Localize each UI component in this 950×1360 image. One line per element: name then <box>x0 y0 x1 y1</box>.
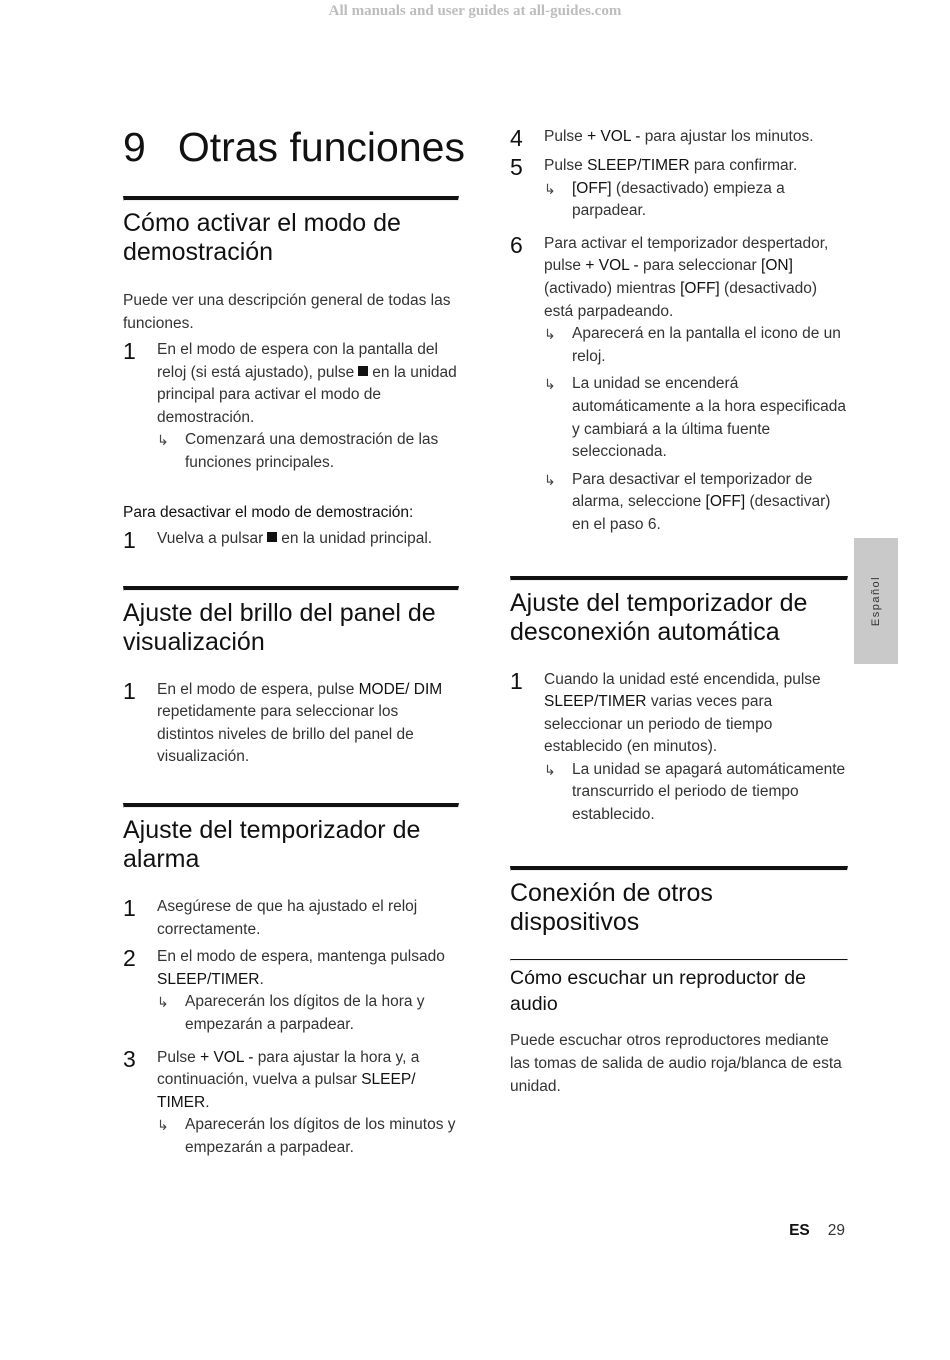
step-text: para ajustar la hora y, a continuación, vuelva a pulsar <box>157 1048 420 1089</box>
step-result <box>544 178 848 223</box>
step <box>510 126 848 150</box>
key-label: + VOL - <box>587 128 641 145</box>
body-text: Puede escuchar otros reproductores mediante las tomas de salida de audio roja/blanca de esta unidad. <box>510 1031 842 1095</box>
section-title: Cómo activar el modo de demostración <box>123 209 401 266</box>
step-result <box>157 1114 459 1159</box>
step-text: Para activar el temporizador despertador, pulse <box>544 234 829 275</box>
result-text: (desactivado) empieza a parpadear. <box>572 179 785 220</box>
result-arrow-icon: ↳ <box>544 180 556 197</box>
chapter-name: Otras funciones <box>177 124 465 170</box>
result-arrow-icon: ↳ <box>157 1117 169 1134</box>
result-arrow-icon: ↳ <box>544 761 556 778</box>
step-text: para confirmar. <box>693 157 798 174</box>
step-number: 3 <box>123 1045 136 1072</box>
key-label: [ON] <box>761 257 793 275</box>
step-text: varias veces para seleccionar un periodo de tiempo establecido (en minutos). <box>544 693 773 756</box>
section-brightness <box>123 586 459 769</box>
step-text: Asegúrese de que ha ajustado el reloj correctamente. <box>157 897 418 938</box>
step <box>123 946 459 1041</box>
step-text: (activado) mientras <box>544 279 676 297</box>
result-text: Aparecerán los dígitos de los minutos y empezarán a parpadear. <box>185 1116 456 1156</box>
step-text: En el modo de espera, pulse <box>157 680 355 698</box>
section-rule <box>123 196 459 201</box>
chapter-number: 9 <box>123 124 146 170</box>
section-rule <box>123 803 459 808</box>
stop-button-icon <box>358 366 368 376</box>
step-text: . <box>205 1093 210 1111</box>
section-title: Conexión de otros dispositivos <box>510 878 713 936</box>
step-text: En el modo de espera, mantenga pulsado <box>157 948 445 966</box>
step-text: Pulse <box>544 128 583 145</box>
step-text: Pulse <box>157 1048 196 1066</box>
key-label: + VOL - <box>585 257 639 275</box>
step-result <box>544 373 848 463</box>
result-arrow-icon: ↳ <box>544 471 556 488</box>
result-text: Aparecerá en la pantalla el icono de un reloj. <box>572 325 841 365</box>
language-side-tab-label: Español <box>870 575 882 627</box>
section-rule <box>510 576 848 581</box>
section-rule <box>123 586 459 591</box>
subsection-title: Cómo escuchar un reproductor de audio <box>510 966 806 1015</box>
step-result <box>544 469 848 537</box>
step <box>510 233 848 542</box>
language-side-tab <box>854 538 898 664</box>
page-footer <box>789 1222 845 1240</box>
result-text: Para desactivar el temporizador de alarma, seleccione <box>572 470 813 511</box>
step-text: En el modo de espera con la pantalla del reloj (si está ajustado), pulse <box>157 341 438 381</box>
section-alarm <box>123 803 459 1165</box>
step-text: en la unidad principal. <box>281 529 433 547</box>
section-connect <box>510 866 848 1098</box>
step <box>510 669 848 832</box>
step <box>123 528 459 552</box>
step-number: 1 <box>123 677 136 704</box>
key-label: + VOL - <box>200 1048 254 1066</box>
result-text: Comenzará una demostración de las funciones principales. <box>185 431 439 471</box>
result-text: La unidad se apagará automáticamente transcurrido el periodo de tiempo establecido. <box>572 760 846 824</box>
step-text: para ajustar los minutos. <box>644 128 814 145</box>
step-number: 2 <box>123 945 136 972</box>
key-label: SLEEP/TIMER <box>587 157 690 174</box>
key-label: [OFF] <box>680 279 720 297</box>
result-text: (desactivar) en el paso 6. <box>572 493 831 533</box>
step-text: para seleccionar <box>642 257 757 275</box>
step <box>123 679 459 769</box>
section-title: Ajuste del brillo del panel de visualización <box>123 598 436 656</box>
section-title: Ajuste del temporizador de desconexión automática <box>510 588 808 646</box>
chapter-title <box>123 120 465 174</box>
step-result <box>544 323 848 368</box>
step-text: . <box>259 970 264 988</box>
watermark: All manuals and user guides at all-guides.com <box>328 3 622 19</box>
key-label: SLEEP/TIMER <box>544 693 647 711</box>
step-result <box>544 759 848 827</box>
step <box>123 1047 459 1165</box>
section-alarm-continued <box>510 126 848 542</box>
key-label: [OFF] <box>572 179 612 197</box>
step <box>123 339 459 480</box>
key-label: SLEEP/TIMER <box>157 970 260 988</box>
result-arrow-icon: ↳ <box>544 326 556 343</box>
step-result <box>157 991 459 1036</box>
right-column <box>510 126 848 1132</box>
result-arrow-icon: ↳ <box>157 432 169 449</box>
step-number: 6 <box>510 231 523 258</box>
stop-button-icon <box>267 532 277 542</box>
step-number: 4 <box>510 125 523 151</box>
key-label: SLEEP/ TIMER <box>157 1071 416 1111</box>
step-text: en la unidad principal para activar el modo de demostración. <box>157 363 457 426</box>
subsection-rule <box>510 959 848 961</box>
key-label: [OFF] <box>705 493 746 511</box>
step-text: repetidamente para seleccionar los distintos niveles de brillo del panel de visualización. <box>157 703 414 766</box>
step-number: 1 <box>123 526 136 553</box>
step-text: (desactivado) está parpadeando. <box>544 279 818 320</box>
intro-text: Puede ver una descripción general de todas las funciones. <box>123 292 451 332</box>
result-text: Aparecerán los dígitos de la hora y empezarán a parpadear. <box>185 993 425 1033</box>
step-number: 1 <box>510 667 523 694</box>
step-text: Vuelva a pulsar <box>157 529 264 547</box>
result-arrow-icon: ↳ <box>157 994 169 1011</box>
step <box>123 896 459 941</box>
key-label: MODE/ DIM <box>358 680 443 698</box>
step <box>510 155 848 228</box>
result-arrow-icon: ↳ <box>544 376 556 393</box>
result-text: La unidad se encenderá automáticamente a la hora especificada y cambiará a la última fuente seleccionada. <box>572 375 846 461</box>
section-title: Ajuste del temporizador de alarma <box>123 815 421 873</box>
section-sleep-timer <box>510 576 848 832</box>
step-text: Cuando la unidad esté encendida, pulse <box>544 670 821 688</box>
page-number: 29 <box>827 1222 845 1239</box>
subsection-title: Para desactivar el modo de demostración: <box>123 503 414 521</box>
step-result <box>157 429 459 474</box>
section-demo <box>123 196 459 552</box>
step-text: Pulse <box>544 157 583 174</box>
footer-language: ES <box>789 1222 810 1239</box>
step-number: 5 <box>510 154 523 180</box>
step-number: 1 <box>123 894 136 921</box>
section-rule <box>510 866 848 871</box>
step-number: 1 <box>123 338 136 364</box>
left-column <box>123 120 465 1198</box>
